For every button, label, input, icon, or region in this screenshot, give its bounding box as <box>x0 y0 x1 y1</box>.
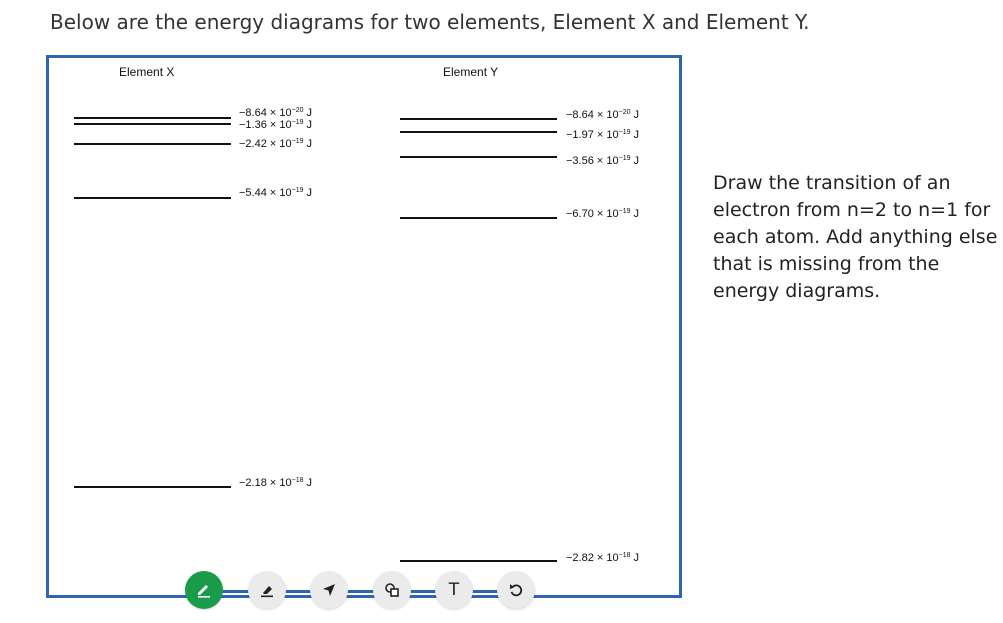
shapes-icon <box>383 581 401 599</box>
drawing-canvas[interactable] <box>46 55 682 598</box>
element-x-level-1-label: $-8.64 \times 10^{-20}$ J <box>239 107 313 119</box>
undo-icon <box>507 581 525 599</box>
undo-tool-button[interactable] <box>497 571 535 609</box>
element-y-level-5-line <box>400 560 557 562</box>
element-x-level-2-label: $-1.36 \times 10^{-19}$ J <box>239 119 313 131</box>
element-x-level-4-label: $-5.44 \times 10^{-19}$ J <box>239 187 313 199</box>
element-y-level-4-line <box>400 217 557 219</box>
element-x-level-3-line <box>74 143 231 145</box>
element-x-level-5-line <box>74 486 231 488</box>
element-x-title: Element X <box>119 65 175 79</box>
pencil-tool-button[interactable] <box>185 571 223 609</box>
select-tool-button[interactable] <box>310 571 348 609</box>
element-y-level-3-line <box>400 156 557 158</box>
element-x-level-4-line <box>74 197 231 199</box>
element-y-title: Element Y <box>443 65 499 79</box>
element-y-level-5-label: $-2.82 \times 10^{-18}$ J <box>566 552 640 564</box>
text-tool-button[interactable] <box>435 571 473 609</box>
shapes-tool-button[interactable] <box>373 571 411 609</box>
element-y-level-2-label: $-1.97 \times 10^{-19}$ J <box>566 129 640 141</box>
eraser-tool-button[interactable] <box>248 571 286 609</box>
instructions-text: Draw the transition of an electron from n=2 to n=1 for each atom. Add anything else that is missing from the energy diagrams. <box>713 172 998 302</box>
element-y-level-4-label: $-6.70 \times 10^{-19}$ J <box>566 208 640 220</box>
element-y-level-3-label: $-3.56 \times 10^{-19}$ J <box>566 155 640 167</box>
text-icon: T <box>448 580 460 600</box>
prompt-text: Below are the energy diagrams for two elements, Element X and Element Y. <box>50 10 810 34</box>
element-x-level-3-label: $-2.42 \times 10^{-19}$ J <box>239 138 313 150</box>
element-y-level-1-line <box>400 118 557 120</box>
arrow-icon <box>320 581 338 599</box>
element-x-level-1-line <box>74 117 231 119</box>
element-x-level-2-line <box>74 123 231 125</box>
element-y-level-2-line <box>400 131 557 133</box>
pencil-icon <box>195 581 213 599</box>
element-x-level-5-label: $-2.18 \times 10^{-18}$ J <box>239 477 313 489</box>
eraser-icon <box>258 581 276 599</box>
element-y-level-1-label: $-8.64 \times 10^{-20}$ J <box>566 109 640 121</box>
